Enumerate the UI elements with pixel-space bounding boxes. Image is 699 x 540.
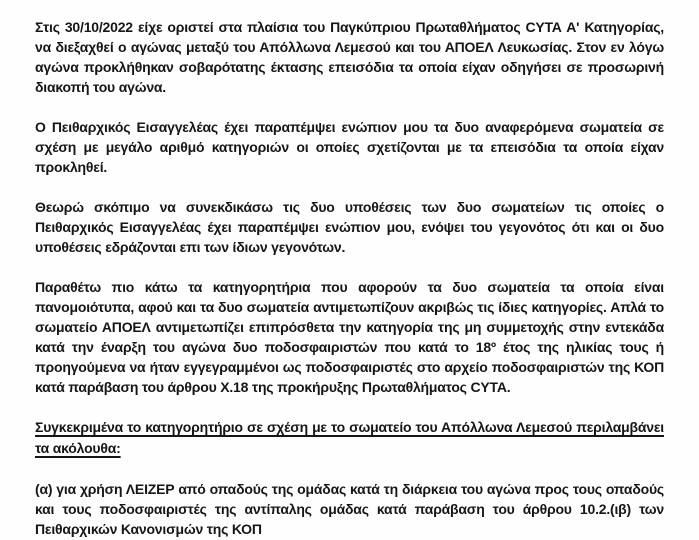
paragraph-prosecutor-referral: Ο Πειθαρχικός Εισαγγελέας έχει παραπέμψει ενώπιον μου τα δυο αναφερόμενα σωματεία σε σχέση με μεγάλο αριθμό κατηγοριών οι οποίες σχετίζονται με τα επεισόδια τα οποία είχαν προκληθεί. — [35, 119, 664, 175]
charge-item-a: (α) για χρήση ΛΕΙΖΕΡ από οπαδούς της ομάδας κατά τη διάρκεια του αγώνα προς τους οπαδούς και τους ποδοσφαιριστές της αντίπαλης ομάδας κατά παράβαση του άρθρου 10.2.(ιβ) των Πειθαρχικών Κανονισμών της ΚΟΠ — [35, 481, 664, 537]
section-heading-apollon-charges: Συγκεκριμένα το κατηγορητήριο σε σχέση με το σωματείο του Απόλλωνα Λεμεσού περιλαμβάνει τα ακόλουθα: — [35, 419, 664, 456]
paragraph-match-intro: Στις 30/10/2022 είχε οριστεί στα πλαίσια του Παγκύπριου Πρωταθλήματος CYTA Α' Κατηγορίας, να διεξαχθεί ο αγώνας μεταξύ του Απόλλωνα Λεμεσού και του ΑΠΟΕΛ Λευκωσίας. Στον εν λόγω αγώνα προκλήθηκαν σοβαρότατης έκτασης επεισόδια τα οποία είχαν οδηγήσει σε προσωρινή διακοπή του αγώνα. — [35, 19, 664, 95]
paragraph-charges-overview: Παραθέτω πιο κάτω τα κατηγορητήρια που αφορούν τα δυο σωματεία τα οποία είναι πανομοιότυπα, αφού και τα δυο σωματεία αντιμετωπίζουν ακριβώς τις ίδιες κατηγορίες. Απλά το σωματείο ΑΠΟΕΛ αντιμετωπίζει επιπρόσθετα την κατηγορία της μη συμμετοχής στην εντεκάδα κατά την έναρξη του αγώνα δυο ποδοσφαιριστών που κατά το 18º έτος της ηλικίας τους ή προηγούμενα να ήταν εγγεγραμμένοι ως ποδοσφαιριστές στο αρχείο ποδοσφαιριστών της ΚΟΠ κατά παράβαση του άρθρου Χ.18 της προκήρυξης Πρωταθλήματος CYTA. — [35, 279, 664, 395]
paragraph-joint-hearing: Θεωρώ σκόπιμο να συνεκδικάσω τις δυο υποθέσεις των δυο σωματείων τις οποίες ο Πειθαρχικός Εισαγγελέας έχει παραπέμψει ενώπιον μου, ενόψει του γεγονότος ότι και οι δυο υποθέσεις εδράζονται επι των ίδιων γεγονότων. — [35, 199, 664, 255]
